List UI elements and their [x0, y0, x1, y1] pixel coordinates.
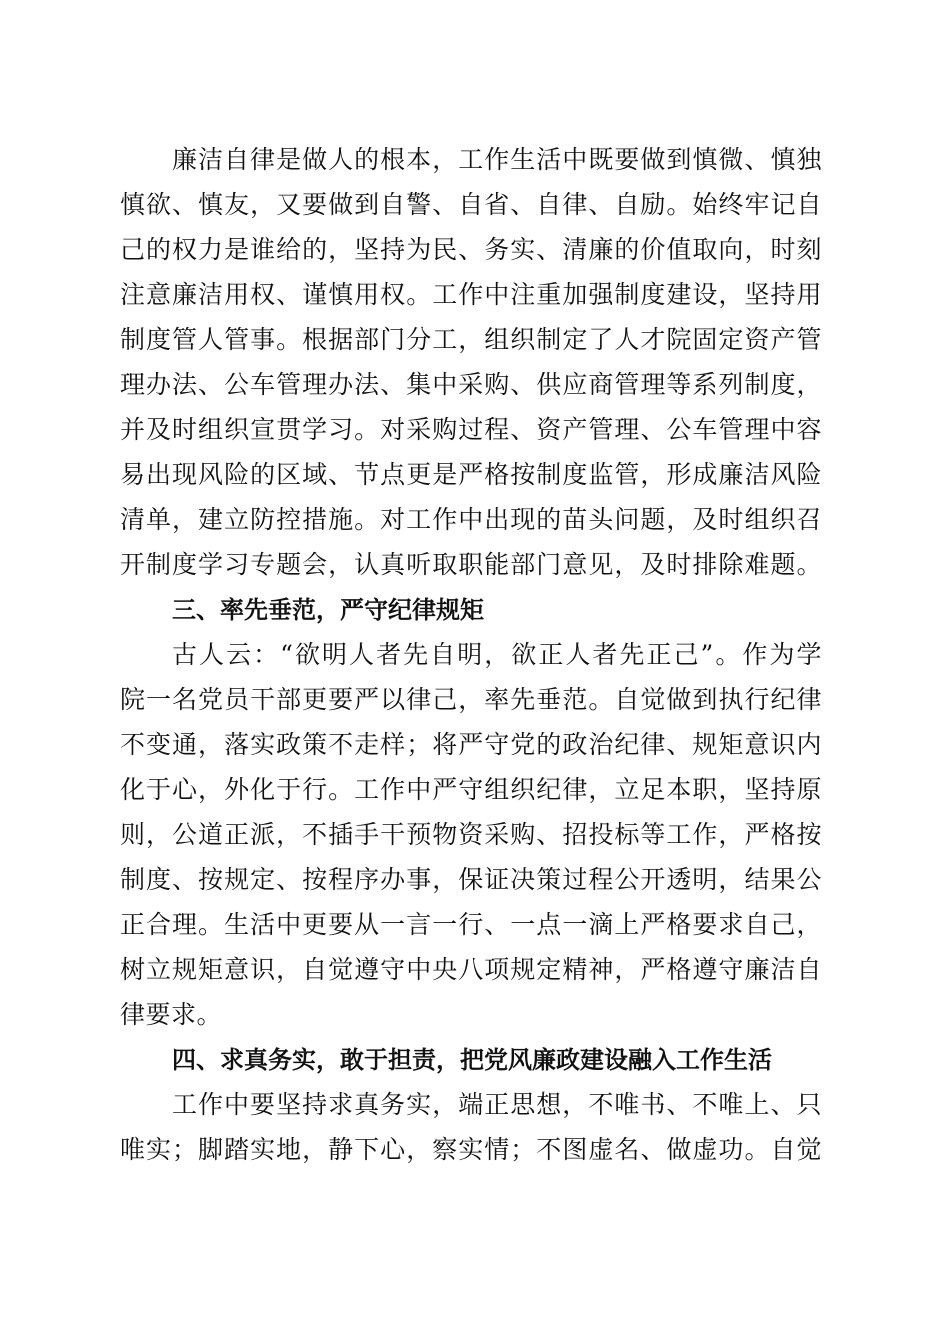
- paragraph-2-line-5: 则，公道正派，不插手干预物资采购、招投标等工作，严格按: [120, 820, 822, 849]
- section-heading-4: 四、求真务实，敢于担责，把党风廉政建设融入工作生活: [172, 1046, 772, 1074]
- paragraph-1-line-5: 制度管人管事。根据部门分工，组织制定了人才院固定资产管: [120, 325, 822, 354]
- paragraph-1-line-6: 理办法、公车管理办法、集中采购、供应商管理等系列制度，: [120, 370, 822, 399]
- paragraph-2-line-8: 树立规矩意识，自觉遵守中央八项规定精神，严格遵守廉洁自: [120, 955, 822, 984]
- paragraph-2-line-1: 古人云：“欲明人者先自明，欲正人者先正己”。作为学: [172, 640, 822, 669]
- paragraph-1-line-7: 并及时组织宣贯学习。对采购过程、资产管理、公车管理中容: [120, 415, 822, 444]
- paragraph-1-line-2: 慎欲、慎友，又要做到自警、自省、自律、自励。始终牢记自: [120, 190, 822, 219]
- paragraph-2-line-2: 院一名党员干部更要严以律己，率先垂范。自觉做到执行纪律: [120, 685, 822, 714]
- paragraph-2-line-9: 律要求。: [120, 1000, 223, 1029]
- paragraph-3-line-2: 唯实；脚踏实地，静下心，察实情；不图虚名、做虚功。自觉: [120, 1135, 822, 1164]
- paragraph-2-line-6: 制度、按规定、按程序办事，保证决策过程公开透明，结果公: [120, 865, 822, 894]
- paragraph-2-line-7: 正合理。生活中更要从一言一行、一点一滴上严格要求自己，: [120, 910, 822, 939]
- paragraph-1-line-1: 廉洁自律是做人的根本，工作生活中既要做到慎微、慎独: [172, 145, 822, 174]
- paragraph-1-line-10: 开制度学习专题会，认真听取职能部门意见，及时排除难题。: [120, 550, 822, 579]
- paragraph-1-line-9: 清单，建立防控措施。对工作中出现的苗头问题，及时组织召: [120, 505, 822, 534]
- paragraph-2-line-3: 不变通，落实政策不走样；将严守党的政治纪律、规矩意识内: [120, 730, 822, 759]
- paragraph-1-line-4: 注意廉洁用权、谨慎用权。工作中注重加强制度建设，坚持用: [120, 280, 822, 309]
- paragraph-3-line-1: 工作中要坚持求真务实，端正思想，不唯书、不唯上、只: [172, 1090, 822, 1119]
- paragraph-1-line-3: 己的权力是谁给的，坚持为民、务实、清廉的价值取向，时刻: [120, 235, 822, 264]
- paragraph-1-line-8: 易出现风险的区域、节点更是严格按制度监管，形成廉洁风险: [120, 460, 822, 489]
- paragraph-2-line-4: 化于心，外化于行。工作中严守组织纪律，立足本职，坚持原: [120, 775, 822, 804]
- section-heading-3: 三、率先垂范，严守纪律规矩: [172, 596, 484, 624]
